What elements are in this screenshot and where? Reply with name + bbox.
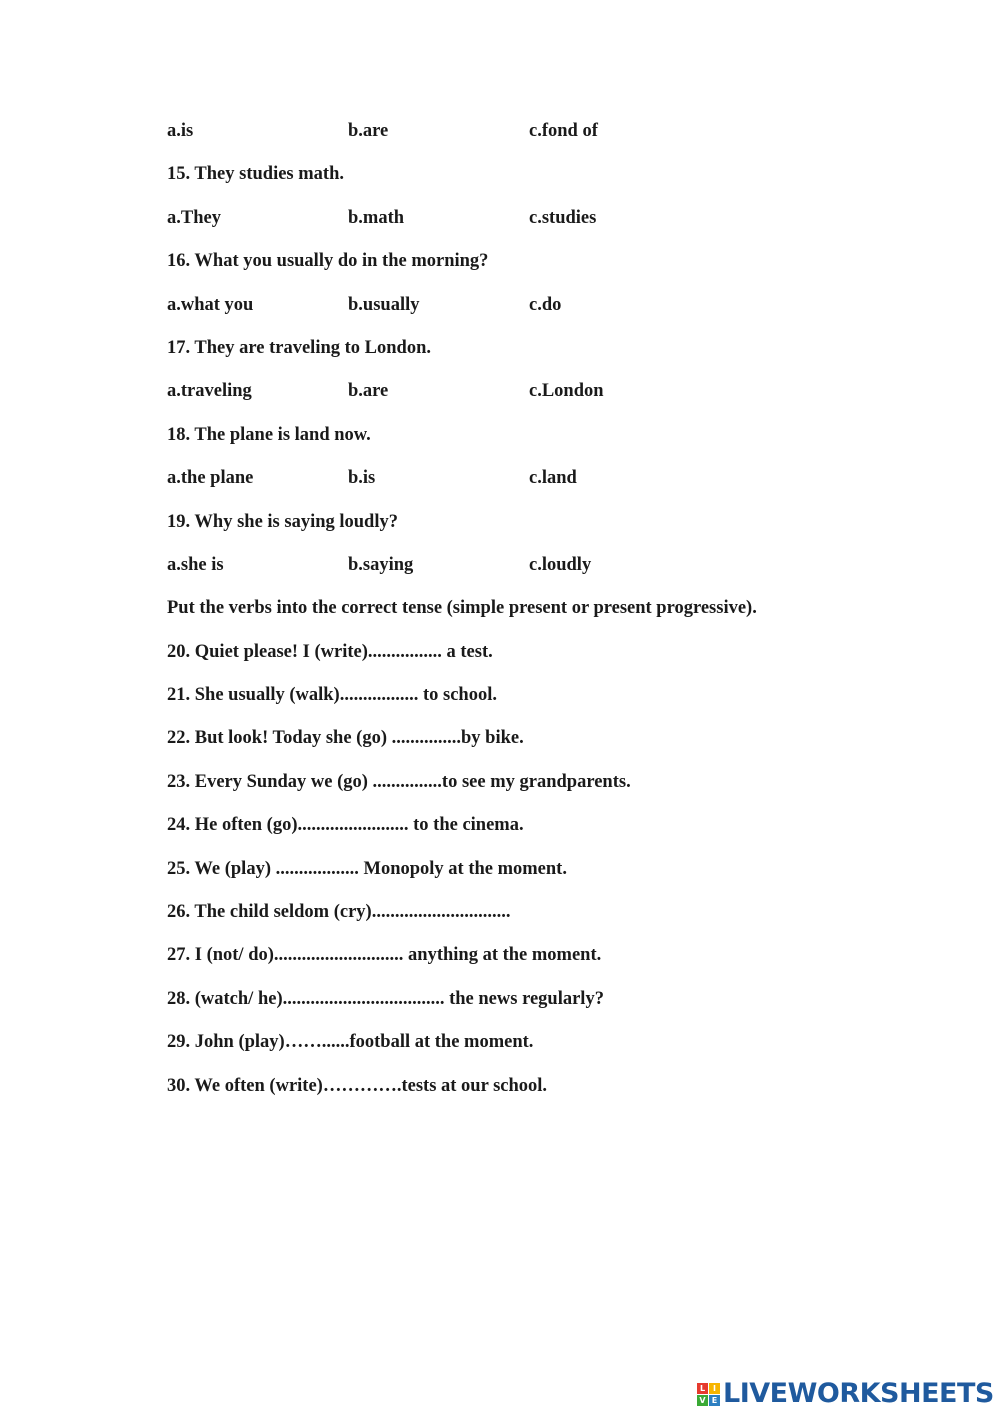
question-23: 23. Every Sunday we (go) ...............to see my grandparents. bbox=[167, 771, 631, 792]
brand-name: LIVEWORKSHEETS bbox=[723, 1378, 994, 1409]
section-instruction: Put the verbs into the correct tense (simple present or present progressive). bbox=[167, 598, 757, 619]
option-a: a.she is bbox=[167, 554, 224, 575]
option-a: a.is bbox=[167, 121, 194, 141]
options-row-15 bbox=[167, 205, 947, 248]
question-16: 16. What you usually do in the morning? bbox=[167, 251, 489, 272]
question-25: 25. We (play) .................. Monopoly at the moment. bbox=[167, 858, 567, 879]
logo-letter-l: L bbox=[697, 1383, 708, 1394]
question-30: 30. We often (write)………….tests at our school. bbox=[167, 1075, 548, 1096]
option-c: c.fond of bbox=[529, 121, 598, 141]
option-b: b.usually bbox=[348, 294, 420, 315]
liveworksheets-brand bbox=[697, 1378, 994, 1410]
option-a: a.what you bbox=[167, 294, 254, 315]
option-a: a.the plane bbox=[167, 468, 254, 489]
question-20: 20. Quiet please! I (write)................ a test. bbox=[167, 641, 493, 662]
logo-letter-v: V bbox=[697, 1395, 708, 1406]
option-c: c.land bbox=[529, 468, 577, 489]
option-c: c.loudly bbox=[529, 554, 592, 575]
option-c: c.London bbox=[529, 381, 604, 402]
liveworksheets-logo-icon bbox=[697, 1383, 720, 1406]
question-18: 18. The plane is land now. bbox=[167, 424, 371, 445]
question-29: 29. John (play)……......football at the moment. bbox=[167, 1032, 534, 1053]
question-24: 24. He often (go)........................ to the cinema. bbox=[167, 815, 524, 836]
option-b: b.math bbox=[348, 207, 405, 228]
worksheet-content bbox=[167, 118, 947, 1116]
options-row-prev bbox=[167, 118, 947, 161]
option-b: b.are bbox=[348, 381, 389, 402]
question-21: 21. She usually (walk)................. to school. bbox=[167, 685, 497, 706]
options-row-17 bbox=[167, 378, 947, 421]
question-26: 26. The child seldom (cry).............................. bbox=[167, 902, 511, 923]
logo-letter-i: I bbox=[709, 1383, 720, 1394]
option-b: b.are bbox=[348, 121, 389, 141]
option-a: a.traveling bbox=[167, 381, 252, 402]
option-a: a.They bbox=[167, 207, 221, 228]
option-b: b.is bbox=[348, 468, 376, 489]
option-b: b.saying bbox=[348, 554, 414, 575]
question-17: 17. They are traveling to London. bbox=[167, 337, 431, 358]
options-row-18 bbox=[167, 465, 947, 508]
option-c: c.studies bbox=[529, 207, 597, 228]
question-19: 19. Why she is saying loudly? bbox=[167, 511, 398, 532]
question-15: 15. They studies math. bbox=[167, 164, 344, 185]
logo-letter-e: E bbox=[709, 1395, 720, 1406]
question-27: 27. I (not/ do)............................ anything at the moment. bbox=[167, 945, 602, 966]
options-row-19 bbox=[167, 552, 947, 595]
question-28: 28. (watch/ he)................................... the news regularly? bbox=[167, 988, 604, 1009]
question-22: 22. But look! Today she (go) ...............by bike. bbox=[167, 728, 524, 749]
option-c: c.do bbox=[529, 294, 562, 315]
options-row-16 bbox=[167, 292, 947, 335]
